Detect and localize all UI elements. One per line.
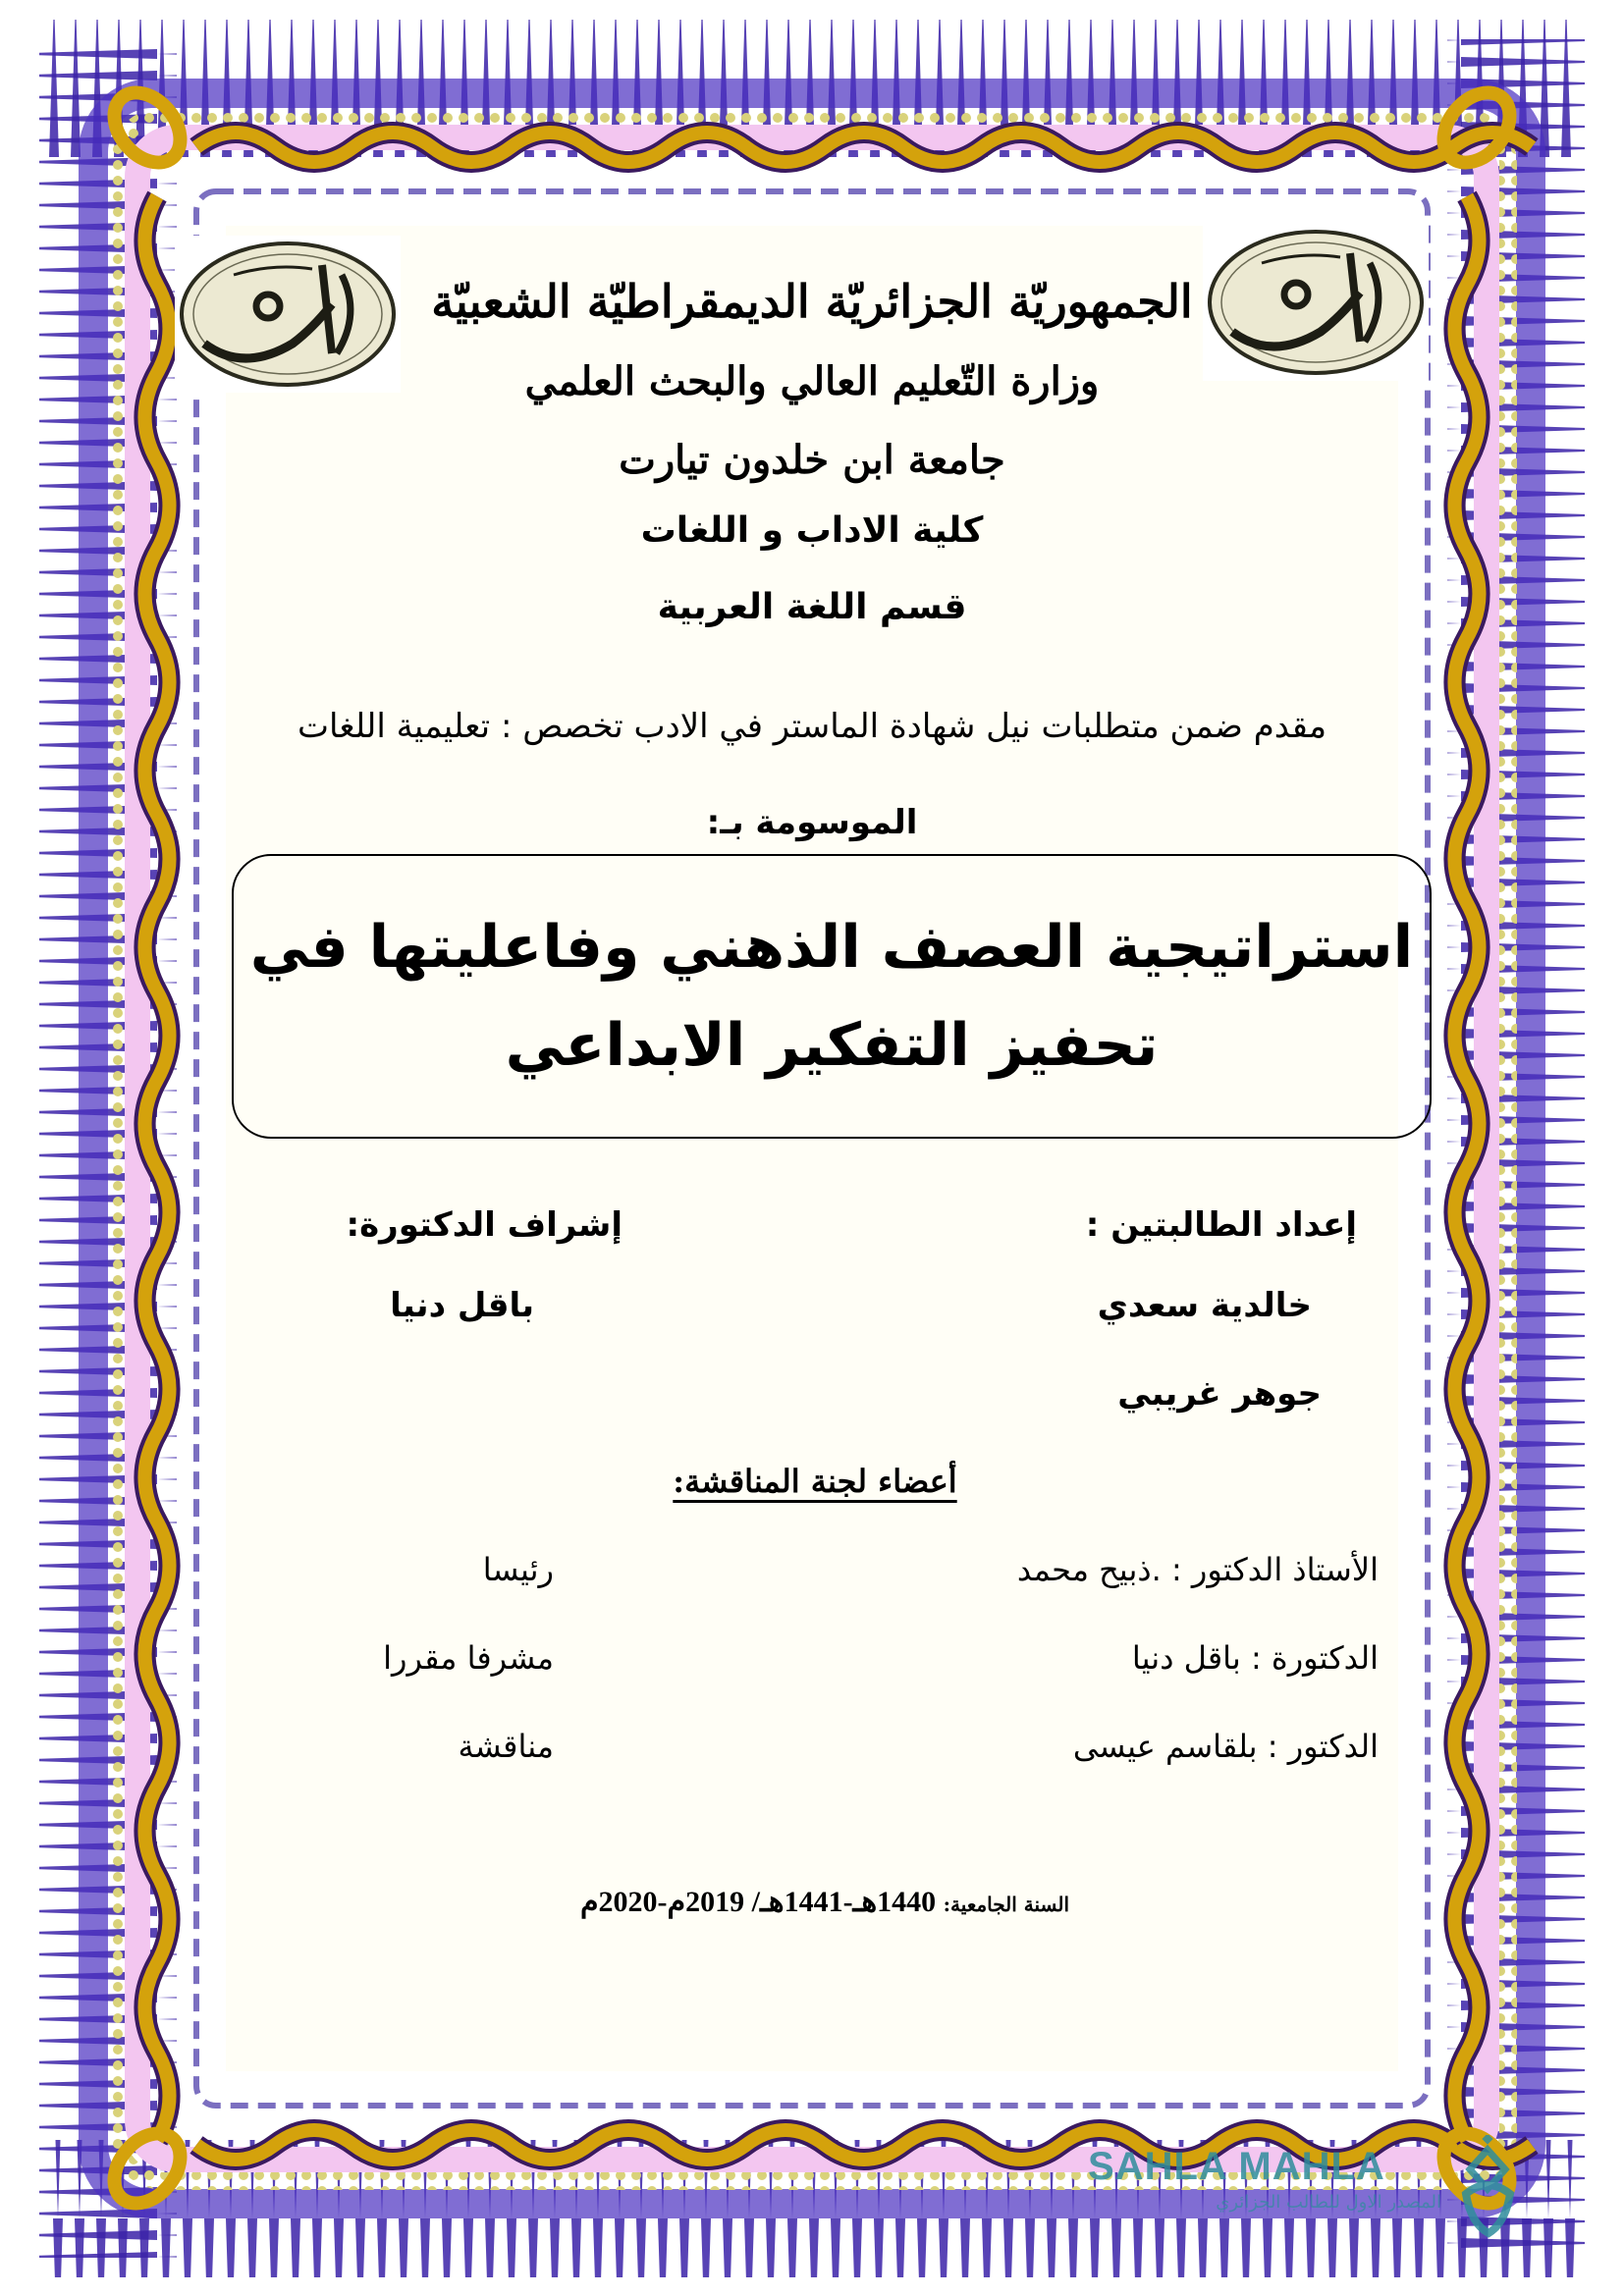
watermark: [1088, 2145, 1520, 2233]
student-name: جوهر غريبي: [1117, 1374, 1322, 1414]
jury-member-role: مناقشة: [458, 1728, 554, 1765]
ministry-heading: وزارة التّعليم العالي والبحث العلمي: [524, 358, 1100, 404]
jury-member-name: الدكتورة : باقل دنيا: [1131, 1639, 1379, 1677]
page-content-area: [226, 226, 1398, 2071]
faculty-heading: كلية الاداب و اللغات: [640, 510, 984, 551]
supervisor-name: باقل دنيا: [390, 1286, 534, 1325]
watermark-logo-icon: [1456, 2135, 1520, 2243]
students-label: إعداد الطالبتين :: [1085, 1205, 1357, 1245]
jury-member-name: الأستاذ الدكتور : .ذبيح محمد: [1016, 1551, 1379, 1588]
supervisor-label: إشراف الدكتورة:: [346, 1205, 623, 1245]
jury-member-role: مشرفا مقررا: [383, 1639, 554, 1677]
watermark-tagline: المصدر الاول للطالب الجزائري: [1216, 2192, 1441, 2213]
thesis-title-line-2: تحفيز التفكير الابداعي: [505, 1011, 1159, 1080]
watermark-brand: SAHLA MAHLA: [1088, 2145, 1385, 2188]
student-name: خالدية سعدي: [1097, 1286, 1312, 1325]
university-heading: جامعة ابن خلدون تيارت: [619, 437, 1005, 483]
department-heading: قسم اللغة العربية: [657, 587, 967, 627]
academic-year-label: السنة الجامعية:: [943, 1893, 1070, 1916]
submission-statement: مقدم ضمن متطلبات نيل شهادة الماستر في الادب تخصص : تعليمية اللغات: [297, 707, 1327, 746]
jury-member-name: الدكتور : بلقاسم عيسى: [1072, 1728, 1379, 1765]
titled-label: الموسومة بـ:: [706, 803, 918, 842]
jury-heading: أعضاء لجنة المناقشة:: [673, 1463, 957, 1500]
academic-year: [530, 1885, 1119, 1919]
thesis-title-box: [232, 854, 1432, 1139]
academic-year-value: 1440هـ-1441هـ/ 2019م-2020م: [579, 1886, 937, 1918]
jury-member-role: رئيسا: [482, 1551, 554, 1588]
republic-heading: الجمهوريّة الجزائريّة الديمقراطيّة الشعبيّة: [431, 275, 1193, 328]
thesis-title-line-1: استراتيجية العصف الذهني وفاعليتها في: [249, 913, 1414, 982]
